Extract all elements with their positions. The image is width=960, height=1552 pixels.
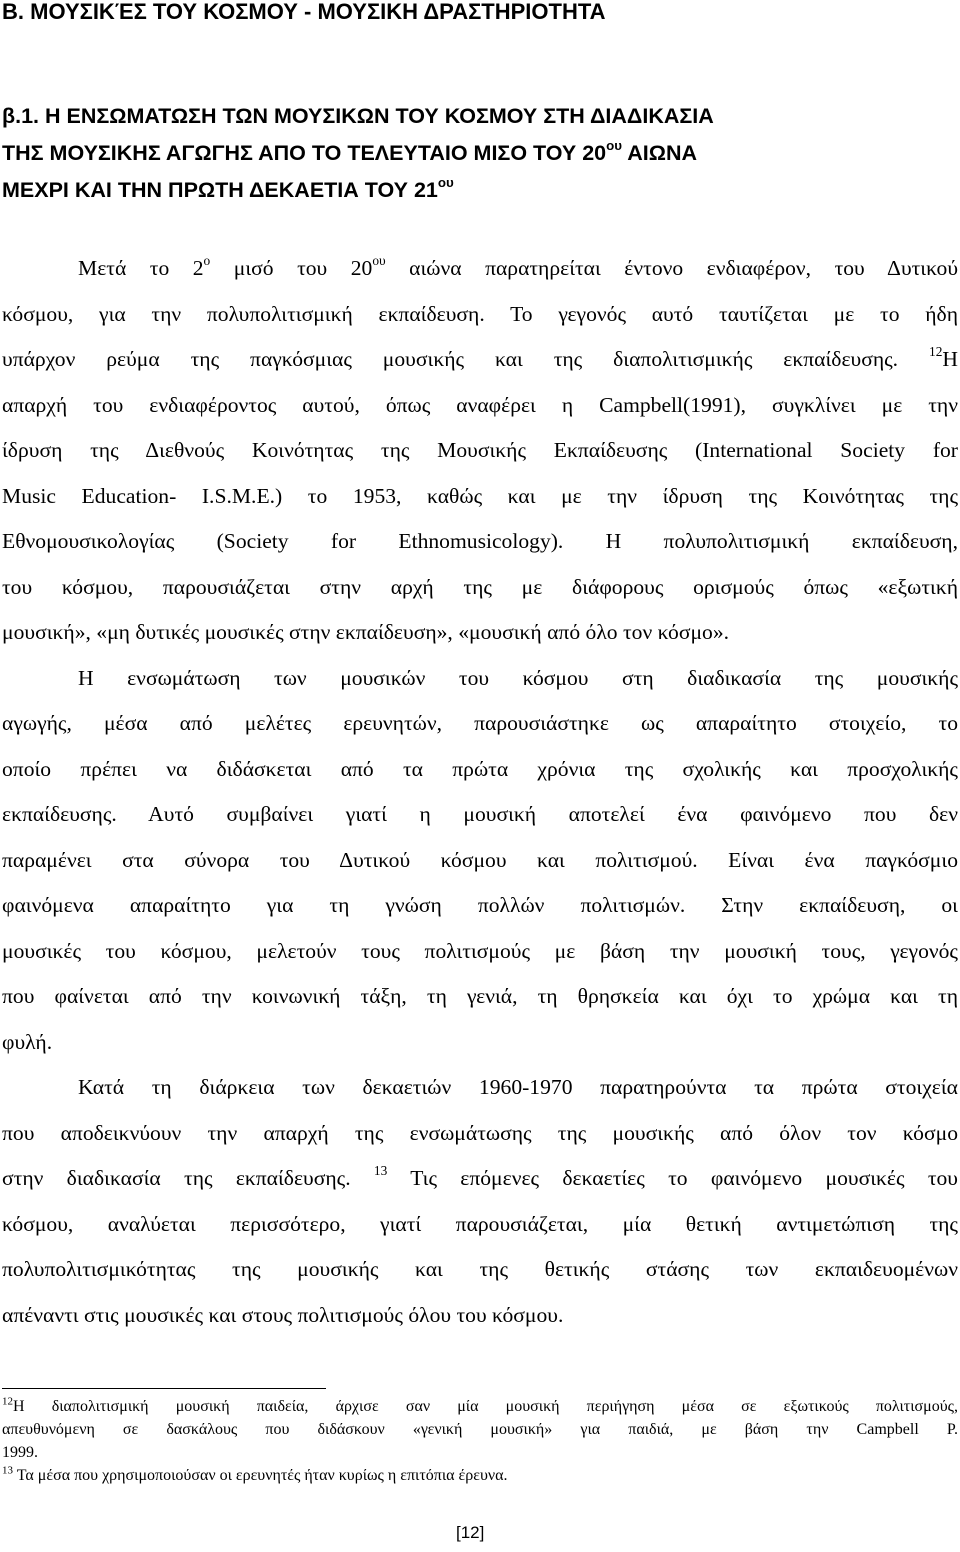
footnote-line: 1999. [2,1444,38,1461]
paragraph-line: εκπαίδευσης. Αυτό συμβαίνει γιατί η μουσική αποτελεί ένα φαινόμενο που δεν [2,802,958,826]
footnote-line: απευθυνόμενη σε δασκάλους που διδάσκουν «γενική μουσική» για παιδιά, με βάση την Campbell P. [2,1421,958,1438]
paragraph-line: απαρχή του ενδιαφέροντος αυτού, όπως αναφέρει η Campbell(1991), συγκλίνει με την [2,392,958,417]
paragraph-line: απέναντι στις μουσικές και στους πολιτισμούς όλου του κόσμου. [2,1302,564,1327]
paragraph-line: Μετά το $2^o$ μισό του $20^{o\upsilon}$ αιώνα παρατηρείται έντονο ενδιαφέρον, του Δυτικού [78,252,959,280]
page-number: [12] [456,1523,485,1542]
footnote-line: $^{13}$ Τα μέσα που χρησιμοποιούσαν οι ερευνητές ήταν κυρίως η επιτόπια έρευνα. [2,1464,508,1484]
paragraph-line: που αποδεικνύουν την απαρχή της ενσωμάτωσης της μουσικής από όλον τον κόσμο [2,1120,958,1145]
paragraph-line: μουσική», «μη δυτικές μουσικές στην εκπαίδευση», «μουσική από όλο τον κόσμο». [2,620,730,644]
paragraph-line: κόσμου, για την πολυπολιτισμική εκπαίδευση. Το γεγονός αυτό ταυτίζεται με το ήδη [2,301,958,326]
paragraph-line: μουσικές του κόσμου, μελετούν τους πολιτισμούς με βάση την μουσική τους, γεγονός [2,938,958,963]
paragraph-line: Music Education- I.S.M.E.) το 1953, καθώς και με την ίδρυση της Κοινότητας της [2,483,958,508]
section-heading-line: ΤΗΣ ΜΟΥΣΙΚΗΣ ΑΓΩΓΗΣ ΑΠΟ ΤΟ ΤΕΛΕΥΤΑΙΟ ΜΙΣΟ ΤΟΥ $20^{o\upsilon}$ ΑΙΩΝΑ [2,137,698,165]
footnotes [2,1395,958,1487]
paragraph-line: που φαίνεται από την κοινωνική τάξη, τη γενιά, τη θρησκεία και όχι το χρώμα και τη [2,984,958,1008]
paragraph-line: παραμένει στα σύνορα του Δυτικού κόσμου και πολιτισμού. Είναι ένα παγκόσμιο [2,847,958,872]
paragraph-line: Η ενσωμάτωση των μουσικών του κόσμου στη διαδικασία της μουσικής [78,665,958,690]
paragraph-line: Εθνομουσικολογίας (Society for Ethnomusicology). Η πολυπολιτισμική εκπαίδευση, [2,529,958,553]
footnote-mark: 12 [2,1395,13,1408]
paragraph-line: οποίο πρέπει να διδάσκεται από τα πρώτα χρόνια της σχολικής και προσχολικής [2,756,958,781]
paragraph-line: αγωγής, μέσα από μελέτες ερευνητών, παρουσιάστηκε ως απαραίτητο στοιχείο, το [2,711,958,735]
paragraph-line: Κατά τη διάρκεια των δεκαετιών 1960-1970 παρατηρούντα τα πρώτα στοιχεία [78,1075,958,1099]
chapter-header: Β. ΜΟΥΣΙΚΈΣ ΤΟΥ ΚΟΣΜΟΥ - ΜΟΥΣΙΚΗ ΔΡΑΣΤΗΡΙΟΤΗΤΑ [2,0,606,24]
footnote-ref: 12 [929,343,943,359]
footnote-separator [2,1388,326,1389]
paragraph-line: φυλή. [2,1029,53,1054]
paragraph-line: στην διαδικασία της εκπαίδευσης. $^{13}$ Τις επόμενες δεκαετίες το φαινόμενο μουσικές του [2,1162,958,1190]
body-text [2,246,958,1338]
footnote-ref: 13 [373,1162,388,1178]
paragraph-line: ίδρυση της Διεθνούς Κοινότητας της Μουσικής Εκπαίδευσης (International Society for [2,438,958,462]
footnote-mark: 13 [2,1464,13,1477]
section-heading [2,98,957,209]
paragraph-line: φαινόμενα απαραίτητο για τη γνώση πολλών πολιτισμών. Στην εκπαίδευση, οι [2,893,958,917]
paragraph-line: υπάρχον ρεύμα της παγκόσμιας μουσικής και της διαπολιτισμικής εκπαίδευσης. $^{12}$Η [2,343,958,371]
section-heading-line: ΜΕΧΡΙ ΚΑΙ ΤΗΝ ΠΡΩΤΗ ΔΕΚΑΕΤΙΑ ΤΟΥ $21^{o\upsilon}$ [2,174,454,202]
paragraph-line: του κόσμου, παρουσιάζεται στην αρχή της με διάφορους ορισμούς όπως «εξωτική [2,574,958,599]
footnote-line: $^{12}$Η διαπολιτισμική μουσική παιδεία, άρχισε σαν μία μουσική περιήγηση μέσα σε εξωτικούς πολιτισμούς, [2,1395,958,1415]
paragraph-line: κόσμου, αναλύεται περισσότερο, γιατί παρουσιάζεται, μία θετική αντιμετώπιση της [2,1211,958,1236]
section-heading-line: β.1. Η ΕΝΣΩΜΑΤΩΣΗ ΤΩΝ ΜΟΥΣΙΚΩΝ ΤΟΥ ΚΟΣΜΟΥ ΣΤΗ ΔΙΑΔΙΚΑΣΙΑ [2,104,714,128]
paragraph-line: πολυπολιτισμικότητας της μουσικής και της θετικής στάσης των εκπαιδευομένων [2,1257,958,1281]
